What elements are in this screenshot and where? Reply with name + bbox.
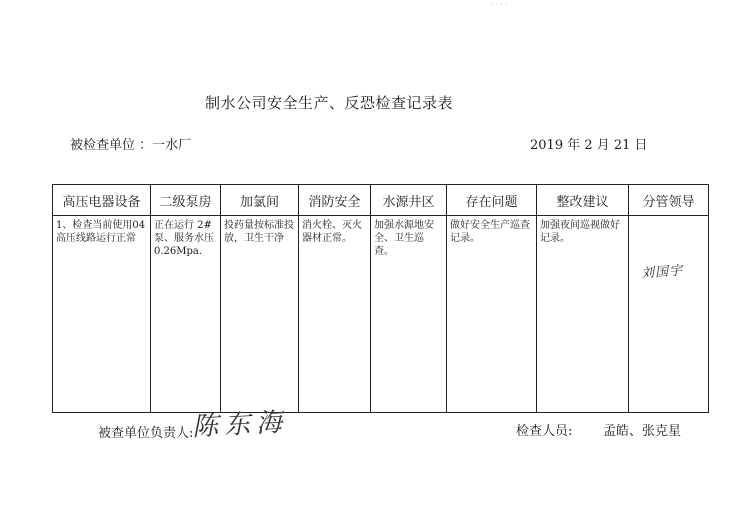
cell-fire-safety: 消火栓、灭火器材正常。 — [299, 216, 371, 413]
inspectors-label: 检查人员: — [516, 424, 573, 439]
responsible-label: 被查单位负责人: — [98, 426, 194, 441]
table-header-row — [53, 185, 709, 216]
cell-issues: 做好安全生产巡查记录。 — [447, 216, 537, 413]
header-high-voltage: 高压电器设备 — [53, 185, 151, 216]
cell-water-source: 加强水源地安全、卫生巡查。 — [371, 216, 447, 413]
inspected-unit-label: 被检查单位 — [70, 138, 136, 153]
cell-chlorination: 投药量按标准投放，卫生干净 — [221, 216, 299, 413]
inspected-unit — [70, 134, 191, 153]
cell-high-voltage: 1、检查当前使用04 高压线路运行正常 — [53, 216, 151, 413]
table-row — [53, 216, 709, 413]
responsible-signature: 陈东海 — [191, 407, 289, 443]
header-suggestions: 整改建议 — [537, 185, 629, 216]
cell-leader — [629, 216, 709, 413]
scan-speck: · · · · — [490, 0, 508, 9]
header-fire-safety: 消防安全 — [299, 185, 371, 216]
document-date: 2019 年 2 月 21 日 — [530, 138, 648, 153]
cell-suggestions: 加强夜间巡视做好记录。 — [537, 216, 629, 413]
document-title: 制水公司安全生产、反恐检查记录表 — [205, 94, 454, 112]
header-chlorination: 加氯间 — [221, 185, 299, 216]
inspection-table — [52, 184, 709, 413]
header-pump-room: 二级泵房 — [151, 185, 221, 216]
inspectors-names: 孟皓、张克星 — [603, 424, 682, 439]
cell-pump-room: 正在运行 2#泵、服务水压0.26Mpa. — [151, 216, 221, 413]
header-water-source: 水源井区 — [371, 185, 447, 216]
inspected-unit-value: ：一水厂 — [139, 138, 192, 153]
header-leader: 分管领导 — [629, 185, 709, 216]
leader-signature: 刘国宇 — [640, 263, 684, 282]
header-issues: 存在问题 — [447, 185, 537, 216]
